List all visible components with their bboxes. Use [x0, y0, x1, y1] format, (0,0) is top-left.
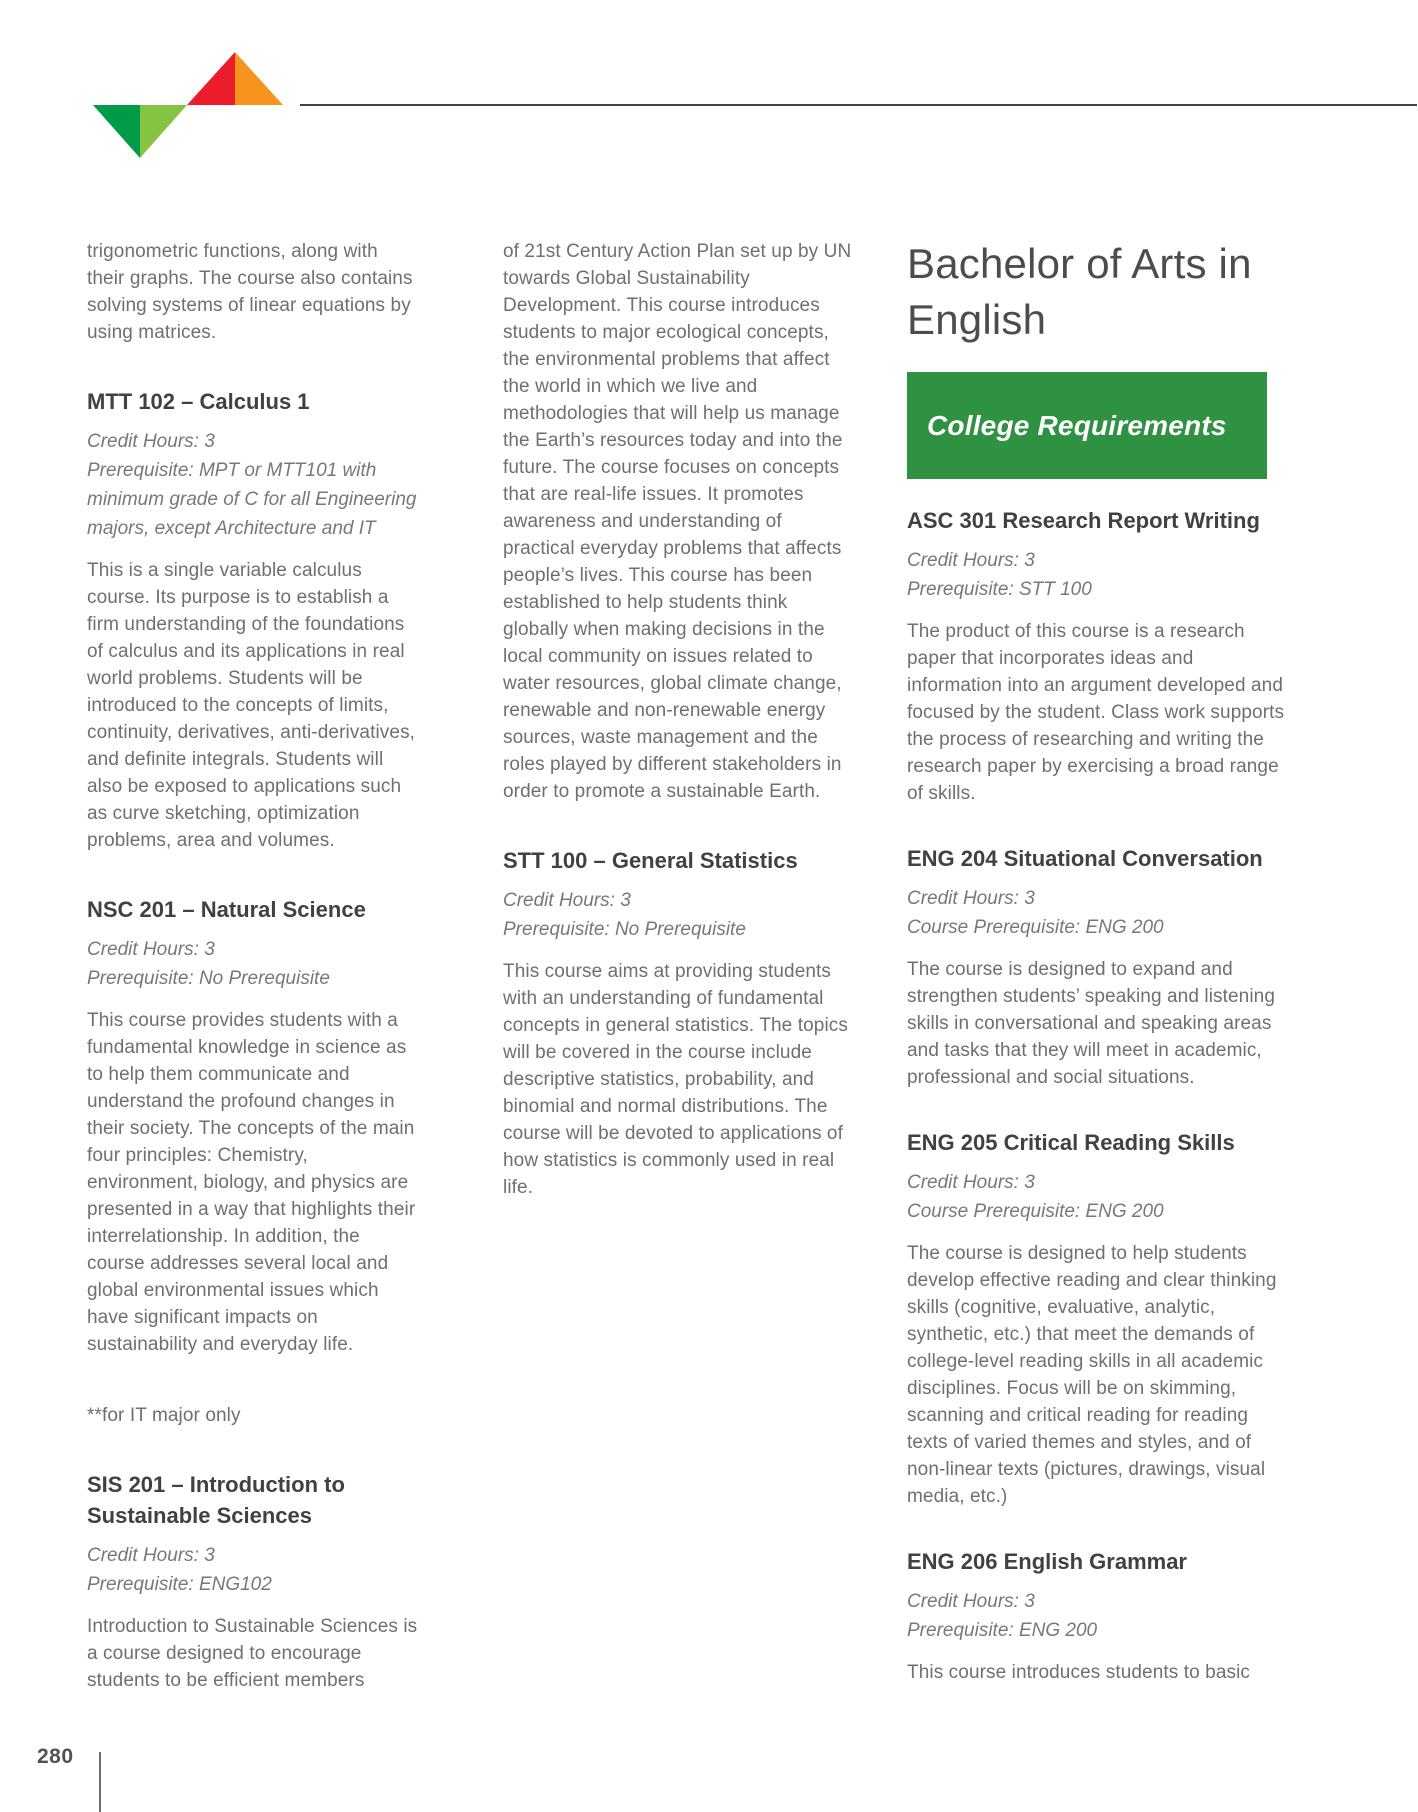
course-block-asc301 — [907, 505, 1292, 807]
continuation-paragraph: trigonometric functions, along with their graphs. The course also contains solving systems of linear equations by using matrices. — [87, 241, 413, 343]
credit-hours: Credit Hours: 3 — [503, 890, 631, 911]
course-description: This course introduces students to basic — [907, 1662, 1251, 1683]
course-title: MTT 102 – Calculus 1 — [87, 389, 310, 414]
footer-rule — [99, 1752, 101, 1812]
prerequisite: Prerequisite: ENG 200 — [907, 1620, 1098, 1641]
course-description: The product of this course is a research paper that incorporates ideas and information into an argument developed and focused by the student. Class work supports the process of researching and writing the research paper by exercising a broad range of skills. — [907, 621, 1285, 804]
column-3 — [907, 236, 1292, 1686]
credit-hours: Credit Hours: 3 — [907, 550, 1035, 571]
credit-hours: Credit Hours: 3 — [907, 888, 1035, 909]
course-title: NSC 201 – Natural Science — [87, 897, 366, 922]
major-note: **for IT major only — [87, 1405, 241, 1426]
prerequisite: Prerequisite: No Prerequisite — [87, 968, 330, 989]
course-title: SIS 201 – Introduction to Sustainable Sciences — [87, 1472, 345, 1528]
credit-hours: Credit Hours: 3 — [907, 1172, 1035, 1193]
credit-hours: Credit Hours: 3 — [87, 1545, 215, 1566]
prerequisite: Course Prerequisite: ENG 200 — [907, 917, 1164, 938]
column-1 — [87, 238, 420, 1694]
prerequisite: Course Prerequisite: ENG 200 — [907, 1201, 1164, 1222]
credit-hours: Credit Hours: 3 — [87, 939, 215, 960]
course-title: ENG 205 Critical Reading Skills — [907, 1130, 1235, 1155]
course-description: This course aims at providing students with an understanding of fundamental concepts in general statistics. The topics will be covered in the course include descriptive statistics, probability, and binomial and normal distributions. The course will be devoted to applications of how statistics is commonly used in real life. — [503, 961, 848, 1198]
prerequisite: Prerequisite: MPT or MTT101 with minimum grade of C for all Engineering majors, except Architecture and IT — [87, 460, 417, 539]
continuation-paragraph: of 21st Century Action Plan set up by UN towards Global Sustainability Development. This course introduces students to major ecological concepts, the environmental problems that affect the world in which we live and methodologies that will help us manage the Earth’s resources today and into the future. The course focuses on concepts that are real-life issues. It promotes awareness and understanding of practical everyday problems that affects people’s lives. This course has been established to help students think globally when making decisions in the local community on issues related to water resources, global climate change, renewable and non-renewable energy sources, waste management and the roles played by different stakeholders in order to promote a sustainable Earth. — [503, 241, 852, 802]
course-block-stt100 — [503, 845, 853, 1201]
course-title: ASC 301 Research Report Writing — [907, 508, 1260, 533]
logo-triangle-red — [187, 52, 235, 105]
course-description: This course provides students with a fundamental knowledge in science as to help them communicate and understand the profound changes in their society. The concepts of the main four principles: Chemistry, environment, biology, and physics are presented in a way that highlights their interrelationship. In addition, the course addresses several local and global environmental issues which have significant impacts on sustainability and everyday life. — [87, 1010, 416, 1355]
credit-hours: Credit Hours: 3 — [87, 431, 215, 452]
course-title: ENG 206 English Grammar — [907, 1549, 1187, 1574]
column-2 — [503, 238, 853, 1201]
prerequisite: Prerequisite: No Prerequisite — [503, 919, 746, 940]
course-block-eng205 — [907, 1127, 1292, 1510]
course-description: The course is designed to help students develop effective reading and clear thinking skills (cognitive, evaluative, analytic, synthetic, etc.) that meet the demands of college-level reading skills in all academic disciplines. Focus will be on skimming, scanning and critical reading for reading texts of varied themes and styles, and of non-linear texts (pictures, drawings, visual media, etc.) — [907, 1243, 1277, 1507]
prerequisite: Prerequisite: ENG102 — [87, 1574, 272, 1595]
logo-triangle-orange — [235, 52, 283, 105]
course-description: Introduction to Sustainable Sciences is a course designed to encourage students to be efficient members — [87, 1616, 418, 1691]
course-block-nsc201 — [87, 894, 420, 1358]
logo-triangle-green-dark — [93, 105, 140, 158]
credit-hours: Credit Hours: 3 — [907, 1591, 1035, 1612]
course-title: ENG 204 Situational Conversation — [907, 846, 1263, 871]
banner-label: College Requirements — [927, 409, 1227, 441]
logo-triangle-green-light — [140, 105, 187, 158]
prerequisite: Prerequisite: STT 100 — [907, 579, 1092, 600]
course-block-mtt102 — [87, 386, 420, 854]
course-title: STT 100 – General Statistics — [503, 848, 798, 873]
page-number: 280 — [37, 1745, 74, 1768]
college-requirements-banner — [907, 372, 1267, 479]
header-rule — [300, 104, 1417, 106]
university-logo-icon — [93, 52, 283, 158]
course-description: The course is designed to expand and strengthen students’ speaking and listening skills in conversational and speaking areas and tasks that they will meet in academic, professional and social situations. — [907, 959, 1276, 1088]
course-block-eng204 — [907, 843, 1292, 1091]
course-description: This is a single variable calculus course. Its purpose is to establish a firm understanding of the foundations of calculus and its applications in real world problems. Students will be introduced to the concepts of limits, continuity, derivatives, anti-derivatives, and definite integrals. Students will also be exposed to applications such as curve sketching, optimization problems, area and volumes. — [87, 560, 416, 851]
course-block-eng206 — [907, 1546, 1292, 1686]
degree-title: Bachelor of Arts in English — [907, 240, 1252, 343]
course-block-sis201 — [87, 1469, 420, 1694]
